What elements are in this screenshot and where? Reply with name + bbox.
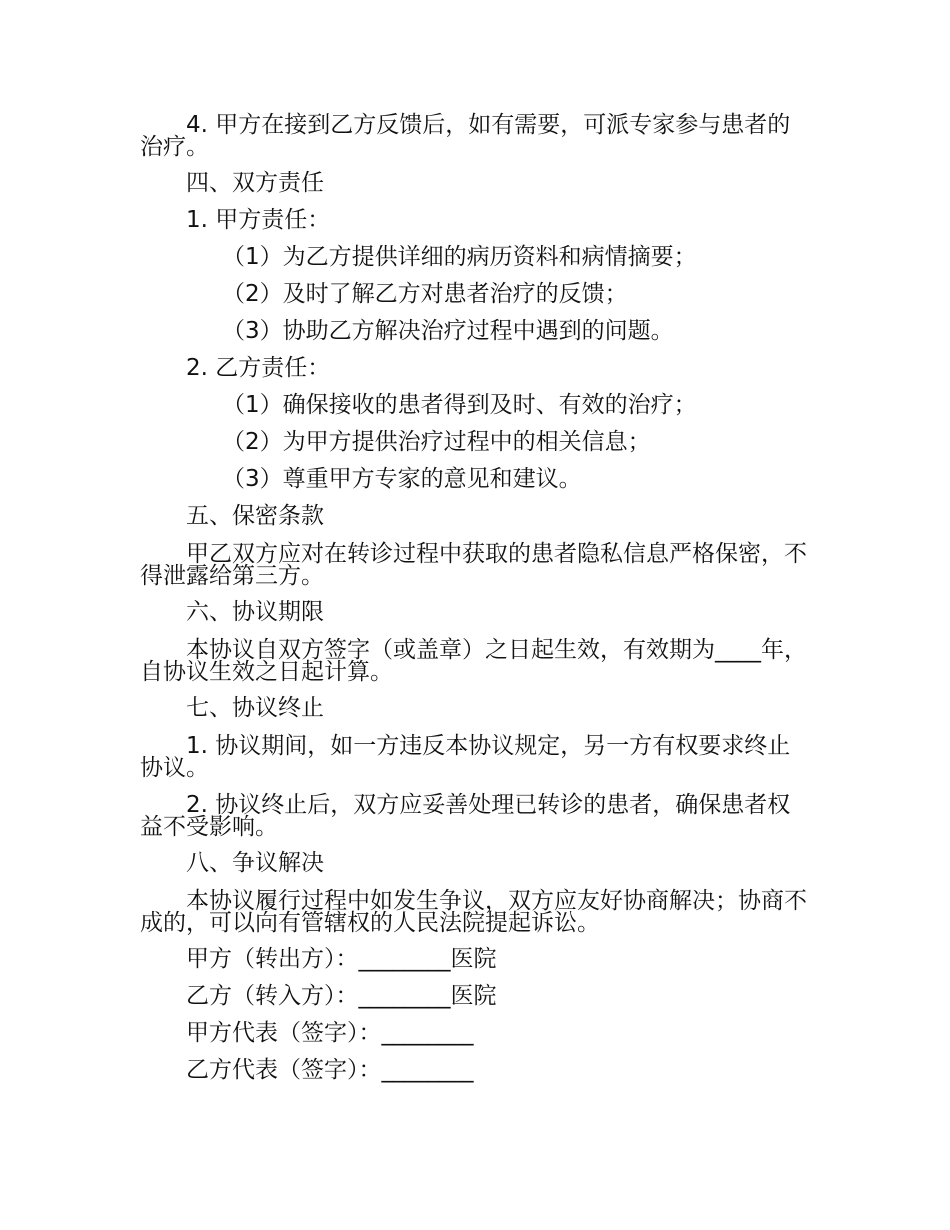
section-heading-term: 六、协议期限 — [186, 599, 324, 625]
clause-3-item-4: 4. 甲方在接到乙方反馈后，如有需要，可派专家参与患者的治疗。 — [140, 112, 791, 160]
party-a-responsibility-item-1: （1）为乙方提供详细的病历资料和病情摘要； — [222, 244, 697, 270]
section-heading-dispute: 八、争议解决 — [186, 850, 324, 876]
confidentiality-clause: 甲乙双方应对在转诊过程中获取的患者隐私信息严格保密，不得泄露给第三方。 — [140, 541, 807, 589]
party-b-hospital-line: 乙方（转入方）：________医院 — [186, 983, 497, 1009]
term-clause: 本协议自双方签字（或盖章）之日起生效，有效期为____年，自协议生效之日起计算。 — [140, 637, 807, 685]
party-a-responsibility-item-2: （2）及时了解乙方对患者治疗的反馈； — [222, 281, 628, 307]
section-heading-termination: 七、协议终止 — [186, 695, 324, 721]
party-a-hospital-line: 甲方（转出方）：________医院 — [186, 946, 497, 972]
dispute-clause: 本协议履行过程中如发生争议，双方应友好协商解决；协商不成的，可以向有管辖权的人民法院提起诉讼。 — [140, 888, 807, 936]
party-b-responsibility-heading: 2. 乙方责任： — [186, 355, 331, 381]
party-b-responsibility-item-3: （3）尊重甲方专家的意见和建议。 — [222, 466, 582, 492]
document-body — [140, 106, 812, 1089]
party-a-responsibility-heading: 1. 甲方责任： — [186, 207, 331, 233]
termination-clause-2: 2. 协议终止后，双方应妥善处理已转诊的患者，确保患者权益不受影响。 — [140, 792, 791, 840]
termination-clause-1: 1. 协议期间，如一方违反本协议规定，另一方有权要求终止协议。 — [140, 733, 791, 781]
party-b-signature-line: 乙方代表（签字）：________ — [186, 1057, 474, 1083]
party-a-responsibility-item-3: （3）协助乙方解决治疗过程中遇到的问题。 — [222, 318, 674, 344]
party-a-signature-line: 甲方代表（签字）：________ — [186, 1020, 474, 1046]
section-heading-responsibilities: 四、双方责任 — [186, 170, 324, 196]
section-heading-confidentiality: 五、保密条款 — [186, 503, 324, 529]
party-b-responsibility-item-2: （2）为甲方提供治疗过程中的相关信息； — [222, 429, 651, 455]
party-b-responsibility-item-1: （1）确保接收的患者得到及时、有效的治疗； — [222, 392, 697, 418]
